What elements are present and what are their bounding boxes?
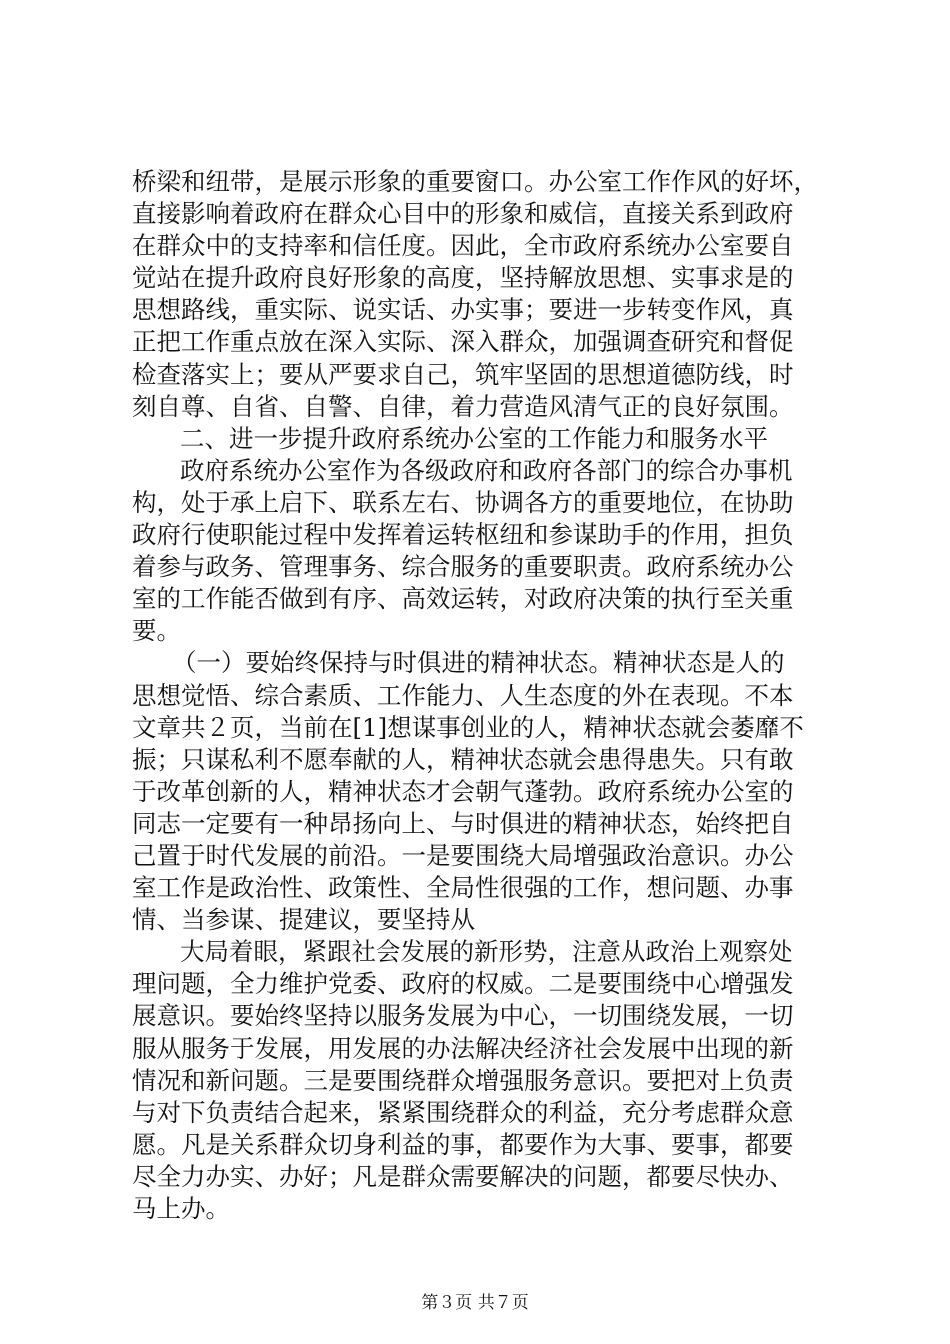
text-line: 于改革创新的人，精神状态才会朝气蓬勃。政府系统办公室的 <box>132 776 794 806</box>
text-line: 着参与政务、管理事务、综合服务的重要职责。政府系统办公 <box>132 552 794 582</box>
text-line: 情况和新问题。三是要围绕群众增强服务意识。要把对上负责 <box>132 1065 794 1095</box>
page-number-footer: 第３页 共７页 <box>421 1293 529 1313</box>
text-line: 政府行使职能过程中发挥着运转枢纽和参谋助手的作用，担负 <box>132 520 794 550</box>
text-line: 情、当参谋、提建议，要坚持从 <box>132 905 475 935</box>
text-line: 要。 <box>132 616 181 646</box>
text-line: 室工作是政治性、政策性、全局性很强的工作，想问题、办事 <box>132 873 794 903</box>
text-line: 室的工作能否做到有序、高效运转，对政府决策的执行至关重 <box>132 584 794 614</box>
text-line: 同志一定要有一种昂扬向上、与时俱进的精神状态，始终把自 <box>132 808 794 838</box>
text-line: 尽全力办实、办好；凡是群众需要解决的问题，都要尽快办、 <box>132 1161 794 1191</box>
text-line: 振；只谋私利不愿奉献的人，精神状态就会患得患失。只有敢 <box>132 744 794 774</box>
text-line: 桥梁和纽带，是展示形象的重要窗口。办公室工作作风的好坏， <box>132 167 818 196</box>
text-line: 正把工作重点放在深入实际、深入群众，加强调查研究和督促 <box>132 327 794 357</box>
text-line: 思想路线，重实际、说实话、办实事；要进一步转变作风，真 <box>132 295 794 325</box>
text-line: 刻自尊、自省、自警、自律，着力营造风清气正的良好氛围。 <box>132 391 794 421</box>
text-line: 服从服务于发展，用发展的办法解决经济社会发展中出现的新 <box>132 1033 794 1063</box>
text-line: 思想觉悟、综合素质、工作能力、人生态度的外在表现。不本 <box>132 680 794 710</box>
text-line: 文章共２页，当前在[1]想谋事创业的人，精神状态就会萎靡不 <box>132 712 804 742</box>
text-line: 与对下负责结合起来，紧紧围绕群众的利益，充分考虑群众意 <box>132 1097 794 1127</box>
paragraph-first-line: 大局着眼，紧跟社会发展的新形势，注意从政治上观察处 <box>180 937 793 967</box>
text-line: 直接影响着政府在群众心目中的形象和威信，直接关系到政府 <box>132 199 794 229</box>
text-line: 构，处于承上启下、联系左右、协调各方的重要地位，在协助 <box>132 487 794 517</box>
text-line: 愿。凡是关系群众切身利益的事，都要作为大事、要事，都要 <box>132 1129 794 1159</box>
text-line: 己置于时代发展的前沿。一是要围绕大局增强政治意识。办公 <box>132 840 794 870</box>
text-line: 在群众中的支持率和信任度。因此，全市政府系统办公室要自 <box>132 231 794 261</box>
text-line: 觉站在提升政府良好形象的高度，坚持解放思想、实事求是的 <box>132 263 794 293</box>
section-heading: 二、进一步提升政府系统办公室的工作能力和服务水平 <box>180 423 768 453</box>
text-line: 检查落实上；要从严要求自己，筑牢坚固的思想道德防线，时 <box>132 359 794 389</box>
paragraph-first-line: 政府系统办公室作为各级政府和政府各部门的综合办事机 <box>180 455 793 485</box>
text-line: 理问题，全力维护党委、政府的权威。二是要围绕中心增强发 <box>132 969 794 999</box>
text-line: 展意识。要始终坚持以服务发展为中心，一切围绕发展，一切 <box>132 1001 794 1031</box>
text-line: 马上办。 <box>132 1194 230 1223</box>
subsection-heading: （一）要始终保持与时俱进的精神状态。精神状态是人的 <box>172 648 785 678</box>
document-body <box>132 166 832 1225</box>
